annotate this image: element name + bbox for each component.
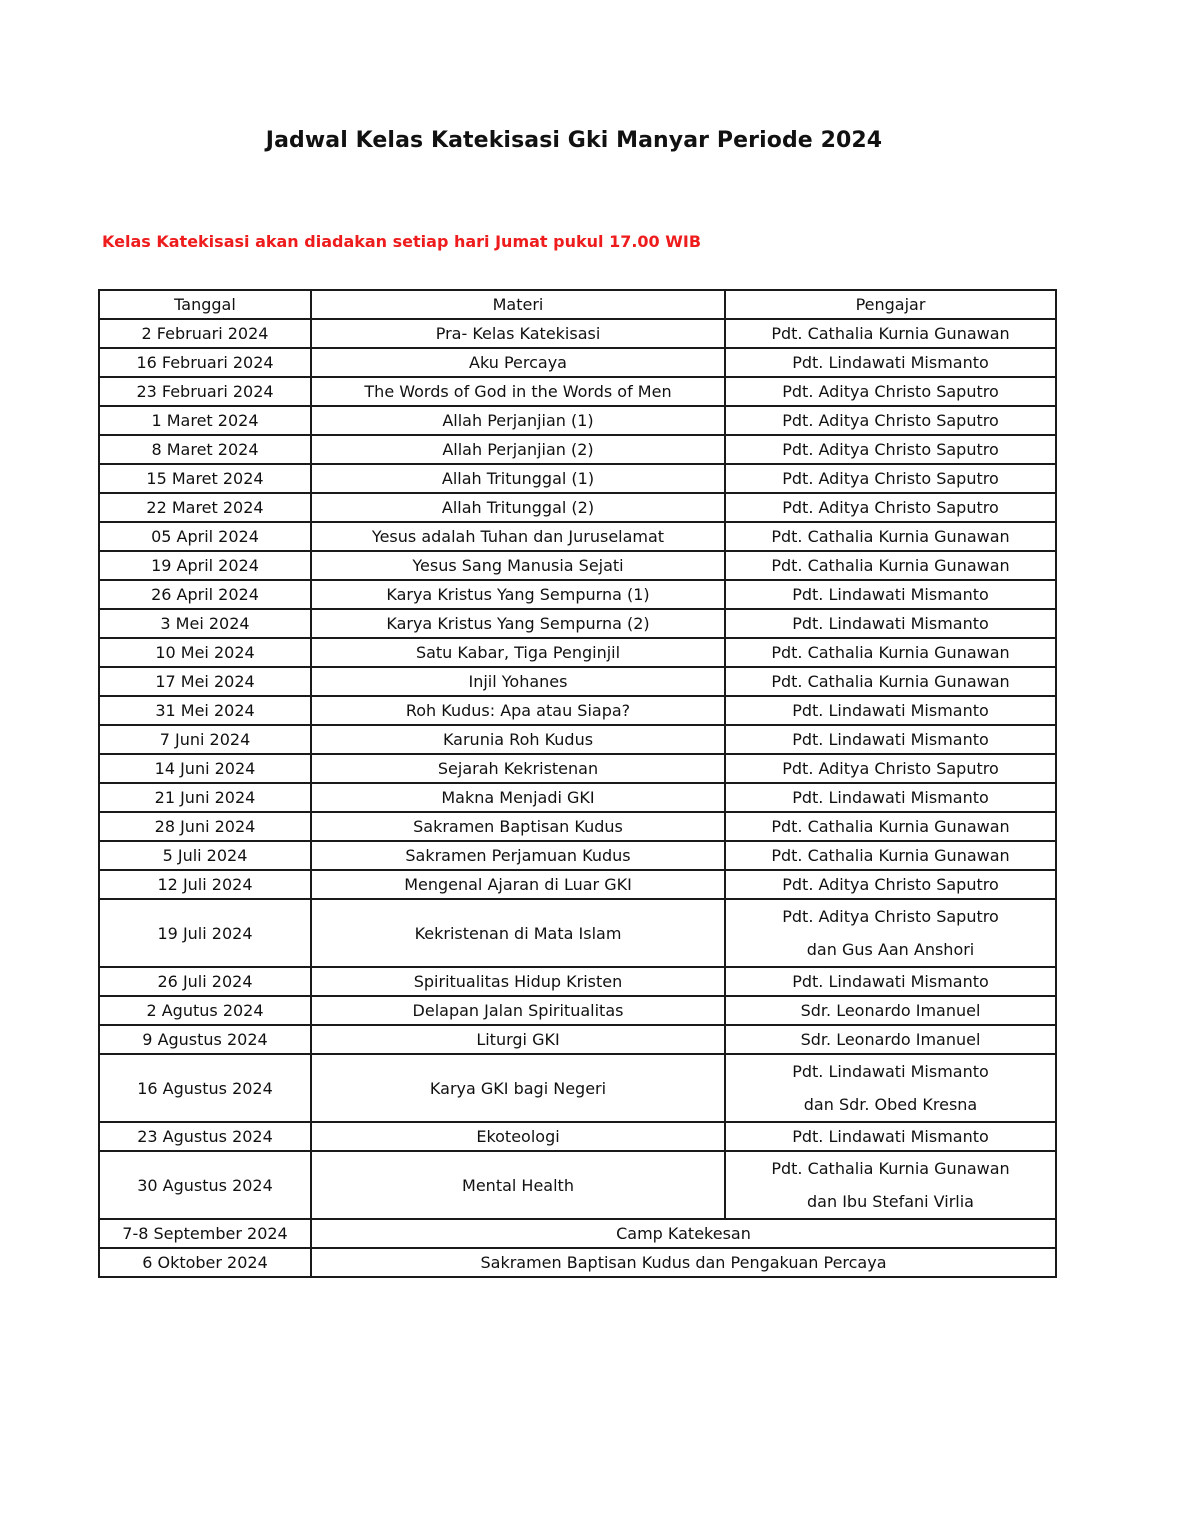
cell-tanggal: 19 Juli 2024 xyxy=(99,899,311,967)
cell-materi: Sejarah Kekristenan xyxy=(311,754,725,783)
table-row xyxy=(99,696,1056,725)
cell-tanggal: 05 April 2024 xyxy=(99,522,311,551)
pengajar-name: Pdt. Aditya Christo Saputro xyxy=(782,440,999,459)
table-row xyxy=(99,667,1056,696)
cell-materi: Makna Menjadi GKI xyxy=(311,783,725,812)
cell-materi: Karya Kristus Yang Sempurna (1) xyxy=(311,580,725,609)
cell-materi: Liturgi GKI xyxy=(311,1025,725,1054)
pengajar-name: Pdt. Lindawati Mismanto xyxy=(792,614,989,633)
cell-materi: Pra- Kelas Katekisasi xyxy=(311,319,725,348)
cell-tanggal: 8 Maret 2024 xyxy=(99,435,311,464)
cell-tanggal: 22 Maret 2024 xyxy=(99,493,311,522)
cell-materi: Allah Tritunggal (1) xyxy=(311,464,725,493)
cell-pengajar xyxy=(725,725,1056,754)
cell-tanggal: 7-8 September 2024 xyxy=(99,1219,311,1248)
table-row xyxy=(99,725,1056,754)
cell-tanggal: 23 Agustus 2024 xyxy=(99,1122,311,1151)
cell-tanggal: 3 Mei 2024 xyxy=(99,609,311,638)
table-row xyxy=(99,1122,1056,1151)
cell-tanggal: 12 Juli 2024 xyxy=(99,870,311,899)
table-row xyxy=(99,899,1056,967)
table-row xyxy=(99,638,1056,667)
cell-materi: Allah Perjanjian (1) xyxy=(311,406,725,435)
cell-event: Sakramen Baptisan Kudus dan Pengakuan Percaya xyxy=(311,1248,1056,1277)
table-row xyxy=(99,1054,1056,1122)
pengajar-name: Pdt. Aditya Christo Saputro xyxy=(782,411,999,430)
cell-pengajar xyxy=(725,696,1056,725)
table-row xyxy=(99,580,1056,609)
pengajar-name: Sdr. Leonardo Imanuel xyxy=(800,1001,981,1020)
table-header-row xyxy=(99,290,1056,319)
pengajar-name: Pdt. Cathalia Kurnia Gunawan xyxy=(771,556,1010,575)
table-row xyxy=(99,493,1056,522)
page-title: Jadwal Kelas Katekisasi Gki Manyar Periode 2024 xyxy=(265,128,883,153)
pengajar-name: Pdt. Cathalia Kurnia Gunawan xyxy=(771,846,1010,865)
pengajar-name: dan Gus Aan Anshori xyxy=(806,940,975,959)
cell-tanggal: 31 Mei 2024 xyxy=(99,696,311,725)
cell-materi: Kekristenan di Mata Islam xyxy=(311,899,725,967)
cell-pengajar xyxy=(725,638,1056,667)
cell-pengajar xyxy=(725,580,1056,609)
cell-tanggal: 10 Mei 2024 xyxy=(99,638,311,667)
table-row xyxy=(99,464,1056,493)
cell-pengajar xyxy=(725,464,1056,493)
cell-materi: Sakramen Baptisan Kudus xyxy=(311,812,725,841)
cell-materi: The Words of God in the Words of Men xyxy=(311,377,725,406)
table-row xyxy=(99,406,1056,435)
pengajar-name: Pdt. Cathalia Kurnia Gunawan xyxy=(771,527,1010,546)
cell-materi: Mental Health xyxy=(311,1151,725,1219)
table-row xyxy=(99,1025,1056,1054)
cell-pengajar xyxy=(725,435,1056,464)
cell-event: Camp Katekesan xyxy=(311,1219,1056,1248)
cell-pengajar xyxy=(725,406,1056,435)
cell-materi: Satu Kabar, Tiga Penginjil xyxy=(311,638,725,667)
table-row-event xyxy=(99,1248,1056,1277)
table-row xyxy=(99,754,1056,783)
cell-tanggal: 2 Agutus 2024 xyxy=(99,996,311,1025)
cell-tanggal: 26 April 2024 xyxy=(99,580,311,609)
cell-pengajar xyxy=(725,1122,1056,1151)
cell-tanggal: 7 Juni 2024 xyxy=(99,725,311,754)
cell-tanggal: 19 April 2024 xyxy=(99,551,311,580)
cell-materi: Allah Perjanjian (2) xyxy=(311,435,725,464)
cell-materi: Spiritualitas Hidup Kristen xyxy=(311,967,725,996)
cell-materi: Allah Tritunggal (2) xyxy=(311,493,725,522)
pengajar-name: Pdt. Lindawati Mismanto xyxy=(792,788,989,807)
cell-tanggal: 30 Agustus 2024 xyxy=(99,1151,311,1219)
pengajar-name: Pdt. Lindawati Mismanto xyxy=(792,585,989,604)
cell-pengajar xyxy=(725,870,1056,899)
cell-pengajar xyxy=(725,899,1056,967)
schedule-table xyxy=(98,289,1057,1278)
cell-pengajar xyxy=(725,812,1056,841)
table-row xyxy=(99,1151,1056,1219)
pengajar-name: Pdt. Lindawati Mismanto xyxy=(792,701,989,720)
table-row xyxy=(99,551,1056,580)
table-row xyxy=(99,996,1056,1025)
table-row xyxy=(99,522,1056,551)
cell-tanggal: 23 Februari 2024 xyxy=(99,377,311,406)
table-row xyxy=(99,348,1056,377)
cell-pengajar xyxy=(725,522,1056,551)
pengajar-name: dan Sdr. Obed Kresna xyxy=(803,1095,978,1114)
cell-tanggal: 6 Oktober 2024 xyxy=(99,1248,311,1277)
cell-tanggal: 5 Juli 2024 xyxy=(99,841,311,870)
cell-tanggal: 2 Februari 2024 xyxy=(99,319,311,348)
cell-materi: Sakramen Perjamuan Kudus xyxy=(311,841,725,870)
cell-tanggal: 9 Agustus 2024 xyxy=(99,1025,311,1054)
pengajar-name: Pdt. Lindawati Mismanto xyxy=(792,730,989,749)
cell-materi: Yesus adalah Tuhan dan Juruselamat xyxy=(311,522,725,551)
table-row xyxy=(99,783,1056,812)
cell-pengajar xyxy=(725,1054,1056,1122)
pengajar-name: Pdt. Cathalia Kurnia Gunawan xyxy=(771,324,1010,343)
pengajar-name: Pdt. Lindawati Mismanto xyxy=(792,1127,989,1146)
table-row xyxy=(99,870,1056,899)
cell-pengajar xyxy=(725,377,1056,406)
cell-pengajar xyxy=(725,1025,1056,1054)
pengajar-name: Pdt. Cathalia Kurnia Gunawan xyxy=(771,643,1010,662)
cell-materi: Roh Kudus: Apa atau Siapa? xyxy=(311,696,725,725)
pengajar-name: Pdt. Cathalia Kurnia Gunawan xyxy=(771,672,1010,691)
header-pengajar: Pengajar xyxy=(725,290,1056,319)
cell-tanggal: 1 Maret 2024 xyxy=(99,406,311,435)
cell-materi: Karya GKI bagi Negeri xyxy=(311,1054,725,1122)
pengajar-name: Pdt. Aditya Christo Saputro xyxy=(782,469,999,488)
cell-pengajar xyxy=(725,551,1056,580)
cell-pengajar xyxy=(725,348,1056,377)
pengajar-name: Pdt. Lindawati Mismanto xyxy=(792,1062,989,1081)
table-row xyxy=(99,435,1056,464)
table-row xyxy=(99,377,1056,406)
cell-pengajar xyxy=(725,996,1056,1025)
cell-pengajar xyxy=(725,841,1056,870)
cell-tanggal: 21 Juni 2024 xyxy=(99,783,311,812)
cell-pengajar xyxy=(725,1151,1056,1219)
cell-materi: Yesus Sang Manusia Sejati xyxy=(311,551,725,580)
pengajar-name: Pdt. Aditya Christo Saputro xyxy=(782,498,999,517)
table-row-event xyxy=(99,1219,1056,1248)
table-row xyxy=(99,609,1056,638)
cell-pengajar xyxy=(725,967,1056,996)
pengajar-name: Sdr. Leonardo Imanuel xyxy=(800,1030,981,1049)
cell-materi: Injil Yohanes xyxy=(311,667,725,696)
cell-materi: Ekoteologi xyxy=(311,1122,725,1151)
cell-pengajar xyxy=(725,783,1056,812)
header-materi: Materi xyxy=(311,290,725,319)
cell-tanggal: 16 Agustus 2024 xyxy=(99,1054,311,1122)
cell-tanggal: 26 Juli 2024 xyxy=(99,967,311,996)
pengajar-name: dan Ibu Stefani Virlia xyxy=(807,1192,974,1211)
pengajar-name: Pdt. Lindawati Mismanto xyxy=(792,972,989,991)
cell-materi: Karunia Roh Kudus xyxy=(311,725,725,754)
cell-materi: Delapan Jalan Spiritualitas xyxy=(311,996,725,1025)
cell-pengajar xyxy=(725,754,1056,783)
table-row xyxy=(99,967,1056,996)
table-row xyxy=(99,319,1056,348)
table-row xyxy=(99,841,1056,870)
table-row xyxy=(99,812,1056,841)
pengajar-name: Pdt. Cathalia Kurnia Gunawan xyxy=(771,817,1010,836)
cell-pengajar xyxy=(725,319,1056,348)
cell-tanggal: 15 Maret 2024 xyxy=(99,464,311,493)
cell-pengajar xyxy=(725,493,1056,522)
header-tanggal: Tanggal xyxy=(99,290,311,319)
cell-tanggal: 28 Juni 2024 xyxy=(99,812,311,841)
pengajar-name: Pdt. Aditya Christo Saputro xyxy=(782,759,999,778)
pengajar-name: Pdt. Aditya Christo Saputro xyxy=(782,907,999,926)
cell-pengajar xyxy=(725,609,1056,638)
cell-materi: Karya Kristus Yang Sempurna (2) xyxy=(311,609,725,638)
pengajar-name: Pdt. Aditya Christo Saputro xyxy=(782,382,999,401)
cell-materi: Mengenal Ajaran di Luar GKI xyxy=(311,870,725,899)
cell-tanggal: 17 Mei 2024 xyxy=(99,667,311,696)
cell-pengajar xyxy=(725,667,1056,696)
pengajar-name: Pdt. Lindawati Mismanto xyxy=(792,353,989,372)
pengajar-name: Pdt. Aditya Christo Saputro xyxy=(782,875,999,894)
cell-materi: Aku Percaya xyxy=(311,348,725,377)
schedule-notice: Kelas Katekisasi akan diadakan setiap hari Jumat pukul 17.00 WIB xyxy=(102,232,702,251)
cell-tanggal: 16 Februari 2024 xyxy=(99,348,311,377)
cell-tanggal: 14 Juni 2024 xyxy=(99,754,311,783)
pengajar-name: Pdt. Cathalia Kurnia Gunawan xyxy=(771,1159,1010,1178)
